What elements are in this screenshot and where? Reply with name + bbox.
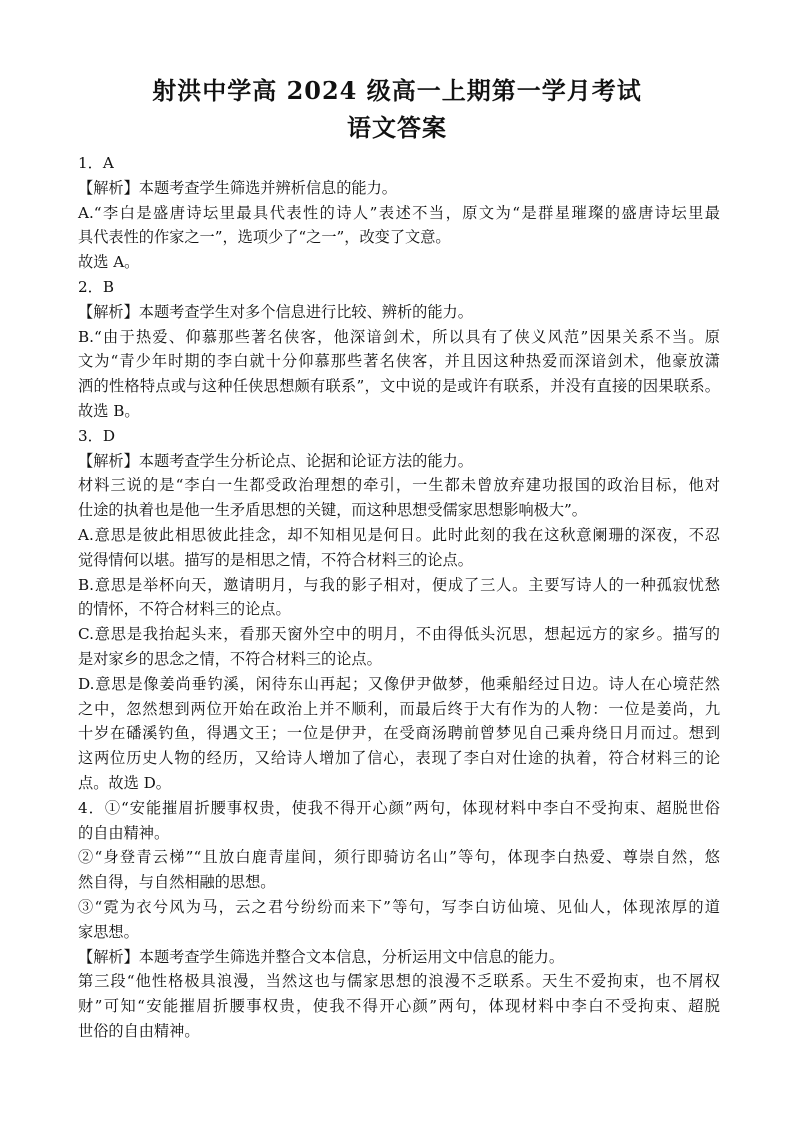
text-line: 洒的性格特点或与这种任侠思想颇有联系”，文中说的是或许有联系，并没有直接的因果联系。 [78,377,720,396]
text-line: 故选 B。 [78,401,140,420]
text-line: 世俗的自由精神。 [78,1021,200,1040]
text-line: A.意思是彼此相思彼此挂念，却不知相见是何日。此时此刻的我在这秋意阑珊的深夜，不忍 [78,525,720,544]
document-title: 射洪中学高 2024 级高一上期第一学月考试 [152,76,642,105]
text-line: 材料三说的是“李白一生都受政治理想的牵引，一生都未曾放弃建功报国的政治目标，他对 [78,476,720,495]
text-line: 是对家乡的思念之情，不符合材料三的论点。 [78,649,382,668]
text-line: 1．A [78,154,114,172]
text-line: 4．①“安能摧眉折腰事权贵，使我不得开心颜”两句，体现材料中李白不受拘束、超脱世俗 [78,798,720,817]
text-line: 【解析】本题考查学生筛选并整合文本信息，分析运用文中信息的能力。 [78,947,564,966]
text-line: 财”可知“安能摧眉折腰事权贵，使我不得开心颜”两句，体现材料中李白不受拘束、超脱 [78,997,720,1016]
text-line: 点。故选 D。 [78,773,171,792]
text-line: 的情怀，不符合材料三的论点。 [78,600,291,619]
text-line: A.“李白是盛唐诗坛里最具代表性的诗人”表述不当，原文为“是群星璀璨的盛唐诗坛里最 [78,203,720,222]
text-line: ③“霓为衣兮风为马，云之君兮纷纷而来下”等句，写李白访仙境、见仙人，体现浓厚的道 [78,897,720,916]
text-line: 之中，忽然想到两位开始在政治上并不顺利，而最后终于大有作为的人物：一位是姜尚，九 [78,699,720,718]
text-line: 文为“青少年时期的李白就十分仰慕那些著名侠客，并且因这种热爱而深谙剑术，他豪放潇 [78,352,720,371]
text-line: 觉得情何以堪。描写的是相思之情，不符合材料三的论点。 [78,550,473,569]
text-line: 【解析】本题考查学生对多个信息进行比较、辨析的能力。 [78,302,473,321]
text-line: B.意思是举杯向天，邀请明月，与我的影子相对，便成了三人。主要写诗人的一种孤寂忧愁 [78,575,720,594]
text-line: ②“身登青云梯”“且放白鹿青崖间，须行即骑访名山”等句，体现李白热爱、尊崇自然，悠 [78,848,720,867]
text-line: 具代表性的作家之一”，选项少了“之一”，改变了文意。 [78,228,451,247]
answer-body [78,151,720,1044]
text-line: 【解析】本题考查学生分析论点、论据和论证方法的能力。 [78,451,473,470]
text-line: 然自得，与自然相融的思想。 [78,873,276,892]
text-line: D.意思是像姜尚垂钓溪，闲待东山再起；又像伊尹做梦，他乘船经过日边。诗人在心境茫然 [78,674,720,693]
text-line: 的自由精神。 [78,823,170,842]
text-line: 3．D [78,426,116,445]
text-line: 故选 A。 [78,253,140,272]
document-subtitle: 语文答案 [347,113,447,142]
text-line: 第三段“他性格极具浪漫，当然这也与儒家思想的浪漫不乏联系。天生不爱拘束，也不屑权 [78,972,720,991]
text-line: C.意思是我抬起头来，看那天窗外空中的明月，不由得低头沉思，想起远方的家乡。描写的 [78,625,720,644]
text-line: 仕途的执着也是他一生矛盾思想的关键，而这种思想受儒家思想影响极大”。 [78,501,587,520]
text-line: 家思想。 [78,922,139,941]
text-line: 十岁在磻溪钓鱼，得遇文王；一位是伊尹，在受商汤聘前曾梦见自己乘舟绕日月而过。想到 [78,724,720,743]
text-line: 这两位历史人物的经历，又给诗人增加了信心，表现了李白对仕途的执着，符合材料三的论 [78,749,720,768]
text-line: 【解析】本题考查学生筛选并辨析信息的能力。 [78,178,397,197]
text-line: B.“由于热爱、仰慕那些著名侠客，他深谙剑术，所以具有了侠义风范”因果关系不当。原 [78,327,720,346]
text-line: 2．B [78,277,115,296]
